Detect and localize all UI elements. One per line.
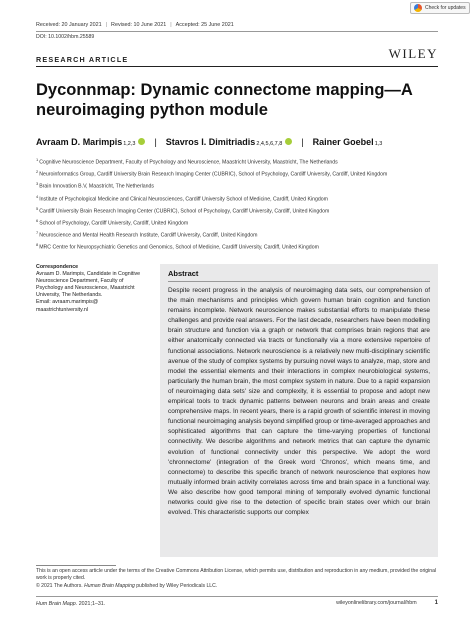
date-separator: | xyxy=(170,22,172,28)
affiliation-item xyxy=(36,217,446,229)
received-date: Received: 20 January 2021 xyxy=(36,22,102,28)
section-divider xyxy=(36,66,438,67)
crossmark-icon xyxy=(414,4,422,12)
affiliation-number: 7 xyxy=(36,230,39,236)
affiliation-number: 8 xyxy=(36,242,39,248)
footer-divider xyxy=(36,596,438,597)
check-for-updates-button[interactable] xyxy=(410,2,470,14)
affiliation-number: 3 xyxy=(36,181,39,187)
affiliation-text: MRC Centre for Neuropsychiatric Genetics and Genomics, School of Medicine, Cardiff University, Cardiff, United Kingdom xyxy=(39,245,319,252)
affiliation-number: 4 xyxy=(36,193,39,199)
affiliation-item xyxy=(36,241,446,253)
article-dates xyxy=(36,22,414,28)
affiliation-text: Cognitive Neuroscience Department, Faculty of Psychology and Neuroscience, Maastricht University, Maastricht, The Netherlands xyxy=(39,159,338,166)
author-separator: | xyxy=(301,137,304,147)
author-name[interactable]: Stavros I. Dimitriadis xyxy=(165,137,256,147)
footer-volume: 2021;1–31. xyxy=(77,601,106,607)
affiliation-text: Neuroinformatics Group, Cardiff University Brain Research Imaging Center (CUBRIC), School of Psychology, Cardiff University, Cardiff, United Kingdom xyxy=(39,171,388,178)
affiliation-text: Cardiff University Brain Research Imaging Center (CUBRIC), School of Psychology, Cardiff University, Cardiff, United Kingdom xyxy=(39,208,330,215)
check-for-updates-label: Check for updates xyxy=(425,5,466,11)
correspondence-line: Neuroscience Department, Faculty of xyxy=(36,278,124,285)
author-name[interactable]: Avraam D. Marimpis xyxy=(36,137,123,147)
correspondence-heading: Correspondence xyxy=(36,264,79,270)
author-list xyxy=(36,137,382,147)
affiliation-text: Neuroscience and Mental Health Research Institute, Cardiff University, Cardiff, United Kingdom xyxy=(39,232,258,239)
correspondence-line: University, The Netherlands. xyxy=(36,292,103,299)
affiliation-text: Institute of Psychological Medicine and Clinical Neurosciences, Cardiff University School of Medicine, Cardiff, United Kingdom xyxy=(39,196,328,203)
revised-date: Revised: 10 June 2021 xyxy=(111,22,167,28)
copyright-suffix: published by Wiley Periodicals LLC. xyxy=(134,582,218,589)
affiliation-number: 2 xyxy=(36,169,39,175)
affiliation-item xyxy=(36,229,446,241)
abstract-divider xyxy=(168,281,430,282)
journal-name: Human Brain Mapping xyxy=(84,582,135,589)
author-separator: | xyxy=(154,137,157,147)
copyright-line xyxy=(36,583,446,590)
affiliation-text: Brain Innovation B.V, Maastricht, The Netherlands xyxy=(39,184,154,191)
abstract-panel xyxy=(160,264,438,557)
orcid-icon[interactable] xyxy=(138,138,145,145)
footer-citation xyxy=(36,601,105,607)
journal-url-link[interactable]: wileyonlinelibrary.com/journal/hbm xyxy=(336,600,417,606)
footnote-divider xyxy=(36,565,116,566)
affiliation-number: 5 xyxy=(36,205,39,211)
correspondence-email[interactable]: Email: avraam.marimpis@ xyxy=(36,299,99,306)
correspondence-block xyxy=(36,264,146,314)
header-divider xyxy=(36,31,438,32)
correspondence-line: Avraam D. Marimpis, Candidate in Cognitive xyxy=(36,271,141,278)
article-title: Dyconnmap: Dynamic connectome mapping—A neuroimaging python module xyxy=(36,81,413,119)
correspondence-email[interactable]: maastrichtuniversity.nl xyxy=(36,306,89,313)
publisher-logo: WILEY xyxy=(388,46,438,61)
author-affiliation-marker: 2,4,5,6,7,8 xyxy=(256,141,283,147)
affiliation-list xyxy=(36,156,446,254)
affiliation-item xyxy=(36,193,446,205)
page-number: 1 xyxy=(434,600,438,606)
footer-right xyxy=(336,600,438,606)
copyright-prefix: © 2021 The Authors. xyxy=(36,582,85,589)
author-name[interactable]: Rainer Goebel xyxy=(312,137,374,147)
affiliation-item xyxy=(36,205,446,217)
license-text: This is an open access article under the terms of the Creative Commons Attribution License, which permits use, distribution and reproduction in any medium, provided the original work is properly cited. xyxy=(36,568,437,582)
footer-journal: Hum Brain Mapp. xyxy=(36,601,78,607)
affiliation-item xyxy=(36,168,446,180)
accepted-date: Accepted: 25 June 2021 xyxy=(175,22,234,28)
author-affiliation-marker: 1,2,3 xyxy=(123,141,136,147)
affiliation-item xyxy=(36,180,446,192)
affiliation-text: School of Psychology, Cardiff University, Cardiff, United Kingdom xyxy=(39,220,189,227)
license-footnote xyxy=(36,568,446,590)
affiliation-number: 1 xyxy=(36,157,39,162)
author-affiliation-marker: 1,3 xyxy=(374,141,383,147)
abstract-heading: Abstract xyxy=(168,269,199,278)
correspondence-line: Psychology and Neuroscience, Maastricht xyxy=(36,285,135,292)
doi-link[interactable]: DOI: 10.1002/hbm.25589 xyxy=(36,34,95,40)
affiliation-item xyxy=(36,156,446,168)
abstract-text: Despite recent progress in the analysis of neuroimaging data sets, our comprehension of the main mechanisms and principles which govern human brain cognition and function remains incomplete. Network neuroscience makes substantial efforts to manipulate these challenges and provide real answers. For the last decade, researchers have been modelling brain structure and function via a graph or network that comprises brain regions that are either anatomically connected via tracts or functionally via a more extensive repertoire of functional associations. Network neuroscience is a relatively new multi-disciplinary scientific avenue of the study of complex systems by pursuing novel ways to analyze, map, store and model the essential elements and their interactions in complex neurobiological systems, particularly the human brain, the most complex system in nature. Due to a rapid expansion of neuroimaging data sets' size and complexity, it is essential to propose and adopt new empirical tools to track dynamic patterns between neurons and brain areas and create comprehensive maps. In recent years, there is a rapid growth of scientific interest in moving functional neuroimaging analysis beyond simplified group or time-averaged approaches and sophisticated algorithms that can capture the time-varying properties of functional connectivity. We describe algorithms and network metrics that can capture the dynamic evolution of functional connectivity under this perspective. We adopt the word 'chronnectome' (integration of the Greek word 'Chronos', which means time, and connectome) to describe this specific branch of network neuroscience that explores how mutually informed brain activity correlates across time and brain space in a functional way. We also describe how good temporal mining of temporally evolved dynamic functional networks could give rise to the detection of specific brain states over which our brain evolved. This characteristic supports our complex xyxy=(168,287,430,517)
date-separator: | xyxy=(105,22,108,28)
section-label: RESEARCH ARTICLE xyxy=(36,55,129,64)
orcid-icon[interactable] xyxy=(285,138,292,145)
affiliation-number: 6 xyxy=(36,217,39,223)
